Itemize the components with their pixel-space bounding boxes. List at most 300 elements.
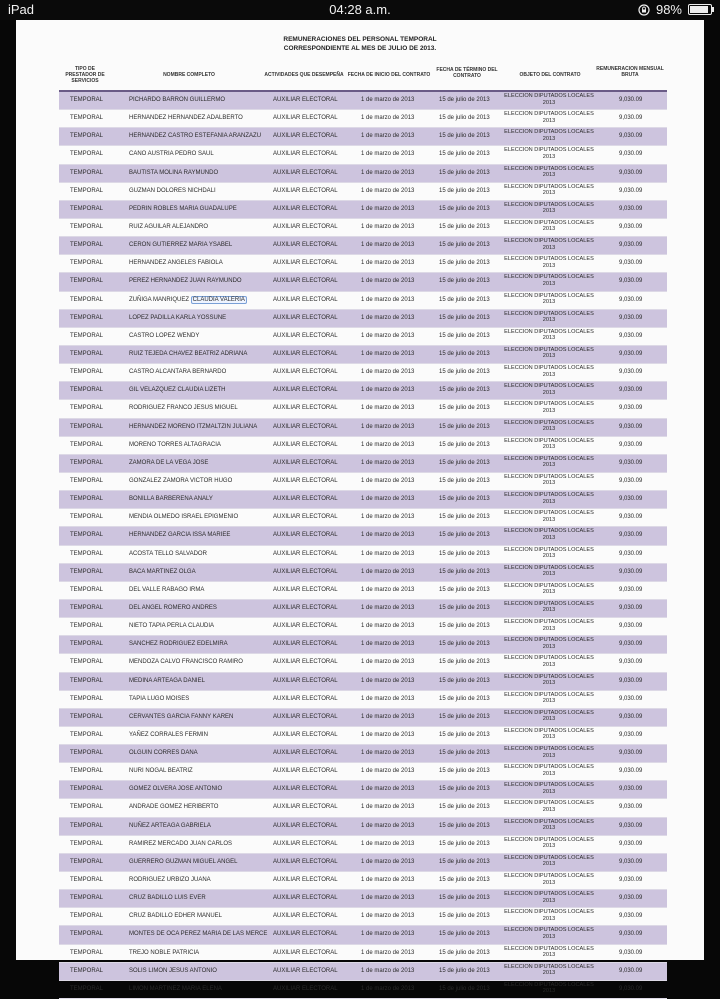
cell-objeto: ELECCION DIPUTADOS LOCALES 2013 bbox=[504, 546, 594, 560]
cell-tipo: TEMPORAL bbox=[70, 877, 104, 884]
cell-objeto: ELECCION DIPUTADOS LOCALES 2013 bbox=[504, 274, 594, 287]
cell-objeto: ELECCION DIPUTADOS LOCALES 2013 bbox=[504, 800, 594, 813]
cell-fecha-termino: 15 de julio de 2013 bbox=[439, 550, 490, 557]
table-row bbox=[59, 636, 667, 654]
cell-fecha-inicio: 1 de marzo de 2013 bbox=[361, 441, 415, 448]
cell-actividad: AUXILIAR ELECTORAL bbox=[273, 877, 338, 884]
cell-nombre: GOMEZ OLVERA JOSE ANTONIO bbox=[129, 786, 223, 793]
cell-fecha-inicio: 1 de marzo de 2013 bbox=[361, 568, 415, 575]
cell-fecha-inicio: 1 de marzo de 2013 bbox=[361, 913, 415, 920]
cell-actividad: AUXILIAR ELECTORAL bbox=[273, 659, 338, 666]
cell-fecha-termino: 15 de julio de 2013 bbox=[439, 169, 490, 176]
cell-remuneracion: 9,030.09 bbox=[619, 877, 643, 884]
cell-objeto: ELECCION DIPUTADOS LOCALES 2013 bbox=[504, 854, 594, 868]
cell-nombre: YAÑEZ CORRALES FERMIN bbox=[129, 731, 208, 738]
cell-nombre: MONTES DE OCA PEREZ MARIA DE LAS MERCE bbox=[129, 931, 268, 938]
table-row bbox=[59, 618, 667, 636]
cell-remuneracion: 9,030.09 bbox=[619, 97, 643, 103]
cell-fecha-termino: 15 de julio de 2013 bbox=[439, 713, 490, 720]
cell-nombre: GONZALEZ ZAMORA VICTOR HUGO bbox=[129, 477, 233, 484]
cell-fecha-inicio: 1 de marzo de 2013 bbox=[361, 822, 415, 829]
cell-tipo: TEMPORAL bbox=[70, 387, 104, 394]
cell-tipo: TEMPORAL bbox=[70, 441, 104, 448]
cell-objeto: ELECCION DIPUTADOS LOCALES 2013 bbox=[504, 129, 594, 142]
carrier-label: iPad bbox=[8, 2, 35, 17]
cell-remuneracion: 9,030.09 bbox=[619, 496, 643, 503]
cell-actividad: AUXILIAR ELECTORAL bbox=[273, 967, 338, 974]
cell-objeto: ELECCION DIPUTADOS LOCALES 2013 bbox=[504, 891, 594, 904]
cell-objeto: ELECCION DIPUTADOS LOCALES 2013 bbox=[504, 292, 594, 306]
cell-objeto: ELECCION DIPUTADOS LOCALES 2013 bbox=[504, 383, 594, 396]
cell-tipo: TEMPORAL bbox=[70, 967, 104, 974]
cell-nombre: NUÑEZ ARTEAGA GABRIELA bbox=[129, 822, 211, 829]
cell-actividad: AUXILIAR ELECTORAL bbox=[273, 115, 338, 122]
cell-actividad: AUXILIAR ELECTORAL bbox=[273, 278, 338, 285]
cell-fecha-termino: 15 de julio de 2013 bbox=[439, 913, 490, 920]
cell-tipo: TEMPORAL bbox=[70, 586, 104, 593]
cell-fecha-termino: 15 de julio de 2013 bbox=[439, 786, 490, 793]
cell-actividad: AUXILIAR ELECTORAL bbox=[273, 514, 338, 521]
table-row bbox=[59, 183, 667, 201]
cell-tipo: TEMPORAL bbox=[70, 750, 104, 757]
cell-actividad: AUXILIAR ELECTORAL bbox=[273, 423, 338, 430]
cell-remuneracion: 9,030.09 bbox=[619, 350, 643, 357]
cell-tipo: TEMPORAL bbox=[70, 731, 104, 738]
cell-remuneracion: 9,030.09 bbox=[619, 623, 643, 630]
cell-fecha-inicio: 1 de marzo de 2013 bbox=[361, 931, 415, 938]
cell-nombre: ACOSTA TELLO SALVADOR bbox=[129, 550, 207, 557]
cell-fecha-termino: 15 de julio de 2013 bbox=[439, 641, 490, 648]
cell-fecha-inicio: 1 de marzo de 2013 bbox=[361, 423, 415, 430]
cell-objeto: ELECCION DIPUTADOS LOCALES 2013 bbox=[504, 673, 594, 686]
cell-remuneracion: 9,030.09 bbox=[619, 641, 643, 648]
cell-tipo: TEMPORAL bbox=[70, 804, 104, 811]
cell-actividad: AUXILIAR ELECTORAL bbox=[273, 768, 338, 775]
cell-tipo: TEMPORAL bbox=[70, 532, 104, 539]
cell-fecha-termino: 15 de julio de 2013 bbox=[439, 441, 490, 448]
cell-nombre: RODRIGUEZ URBIZO JUANA bbox=[129, 877, 211, 884]
table-row bbox=[59, 691, 667, 709]
cell-fecha-inicio: 1 de marzo de 2013 bbox=[361, 278, 415, 285]
cell-actividad: AUXILIAR ELECTORAL bbox=[273, 586, 338, 593]
cell-remuneracion: 9,030.09 bbox=[619, 786, 643, 793]
cell-objeto: ELECCION DIPUTADOS LOCALES 2013 bbox=[504, 455, 594, 469]
cell-remuneracion: 9,030.09 bbox=[619, 133, 643, 140]
table-row bbox=[59, 92, 667, 110]
cell-remuneracion: 9,030.09 bbox=[619, 405, 643, 412]
cell-fecha-termino: 15 de julio de 2013 bbox=[439, 659, 490, 666]
cell-nombre: PEREZ HERNANDEZ JUAN RAYMUNDO bbox=[129, 278, 242, 285]
cell-objeto: ELECCION DIPUTADOS LOCALES 2013 bbox=[504, 111, 594, 124]
rotation-lock-icon bbox=[638, 4, 650, 16]
cell-actividad: AUXILIAR ELECTORAL bbox=[273, 931, 338, 938]
cell-remuneracion: 9,030.09 bbox=[619, 550, 643, 557]
cell-remuneracion: 9,030.09 bbox=[619, 187, 643, 194]
cell-objeto: ELECCION DIPUTADOS LOCALES 2013 bbox=[504, 473, 594, 487]
cell-fecha-inicio: 1 de marzo de 2013 bbox=[361, 169, 415, 176]
cell-nombre: BACA MARTINEZ OLGA bbox=[129, 568, 196, 575]
cell-nombre: GUERRERO GUZMAN MIGUEL ANGEL bbox=[129, 858, 238, 865]
cell-objeto: ELECCION DIPUTADOS LOCALES 2013 bbox=[504, 619, 594, 632]
cell-fecha-termino: 15 de julio de 2013 bbox=[439, 623, 490, 630]
cell-objeto: ELECCION DIPUTADOS LOCALES 2013 bbox=[504, 528, 594, 541]
cell-actividad: AUXILIAR ELECTORAL bbox=[273, 151, 338, 158]
cell-fecha-termino: 15 de julio de 2013 bbox=[439, 514, 490, 521]
table-row bbox=[59, 872, 667, 890]
cell-objeto: ELECCION DIPUTADOS LOCALES 2013 bbox=[504, 165, 594, 179]
cell-objeto: ELECCION DIPUTADOS LOCALES 2013 bbox=[504, 945, 594, 959]
cell-fecha-termino: 15 de julio de 2013 bbox=[439, 296, 490, 303]
document-page[interactable] bbox=[16, 20, 704, 995]
cell-actividad: AUXILIAR ELECTORAL bbox=[273, 332, 338, 339]
col-header-fecha-termino: FECHA DE TÉRMINO DEL CONTRATO bbox=[436, 67, 498, 79]
cell-remuneracion: 9,030.09 bbox=[619, 223, 643, 230]
cell-tipo: TEMPORAL bbox=[70, 151, 104, 158]
cell-fecha-inicio: 1 de marzo de 2013 bbox=[361, 205, 415, 212]
cell-objeto: ELECCION DIPUTADOS LOCALES 2013 bbox=[504, 238, 594, 251]
cell-fecha-termino: 15 de julio de 2013 bbox=[439, 750, 490, 757]
cell-fecha-termino: 15 de julio de 2013 bbox=[439, 822, 490, 829]
cell-fecha-inicio: 1 de marzo de 2013 bbox=[361, 532, 415, 539]
cell-nombre: SOLIS LIMON JESUS ANTONIO bbox=[129, 967, 217, 974]
table-row bbox=[59, 546, 667, 564]
cell-fecha-inicio: 1 de marzo de 2013 bbox=[361, 369, 415, 376]
cell-tipo: TEMPORAL bbox=[70, 296, 104, 303]
cell-tipo: TEMPORAL bbox=[70, 858, 104, 865]
cell-fecha-inicio: 1 de marzo de 2013 bbox=[361, 133, 415, 140]
cell-objeto: ELECCION DIPUTADOS LOCALES 2013 bbox=[504, 564, 594, 578]
cell-fecha-termino: 15 de julio de 2013 bbox=[439, 242, 490, 249]
table-row bbox=[59, 400, 667, 418]
cell-fecha-inicio: 1 de marzo de 2013 bbox=[361, 405, 415, 412]
cell-actividad: AUXILIAR ELECTORAL bbox=[273, 477, 338, 484]
table-row bbox=[59, 292, 667, 310]
table-row bbox=[59, 799, 667, 817]
table-header bbox=[59, 66, 667, 90]
cell-actividad: AUXILIAR ELECTORAL bbox=[273, 242, 338, 249]
cell-fecha-inicio: 1 de marzo de 2013 bbox=[361, 985, 415, 992]
cell-fecha-inicio: 1 de marzo de 2013 bbox=[361, 713, 415, 720]
cell-tipo: TEMPORAL bbox=[70, 187, 104, 194]
cell-tipo: TEMPORAL bbox=[70, 695, 104, 702]
cell-remuneracion: 9,030.09 bbox=[619, 169, 643, 176]
table-row bbox=[59, 854, 667, 872]
cell-actividad: AUXILIAR ELECTORAL bbox=[273, 260, 338, 267]
cell-fecha-inicio: 1 de marzo de 2013 bbox=[361, 858, 415, 865]
cell-nombre: HERNANDEZ MORENO ITZMALTZIN JULIANA bbox=[129, 423, 258, 430]
cell-actividad: AUXILIAR ELECTORAL bbox=[273, 550, 338, 557]
cell-remuneracion: 9,030.09 bbox=[619, 296, 643, 303]
cell-nombre-prefix: ZUÑIGA MANRIQUEZ bbox=[129, 296, 191, 303]
cell-fecha-termino: 15 de julio de 2013 bbox=[439, 677, 490, 684]
table-body bbox=[59, 92, 667, 999]
cell-actividad: AUXILIAR ELECTORAL bbox=[273, 496, 338, 503]
cell-objeto: ELECCION DIPUTADOS LOCALES 2013 bbox=[504, 691, 594, 705]
cell-fecha-termino: 15 de julio de 2013 bbox=[439, 931, 490, 938]
table-row bbox=[59, 564, 667, 582]
table-row bbox=[59, 836, 667, 854]
cell-fecha-inicio: 1 de marzo de 2013 bbox=[361, 768, 415, 775]
cell-fecha-termino: 15 de julio de 2013 bbox=[439, 205, 490, 212]
cell-nombre: MEDINA ARTEAGA DANIEL bbox=[129, 677, 205, 684]
cell-nombre: ANDRADE GOMEZ HERIBERTO bbox=[129, 804, 219, 811]
cell-nombre: MORENO TORRES ALTAGRACIA bbox=[129, 441, 221, 448]
cell-tipo: TEMPORAL bbox=[70, 260, 104, 267]
cell-objeto: ELECCION DIPUTADOS LOCALES 2013 bbox=[504, 927, 594, 940]
cell-nombre: BONILLA BARBERENA ANALY bbox=[129, 496, 213, 503]
cell-fecha-termino: 15 de julio de 2013 bbox=[439, 223, 490, 230]
cell-fecha-inicio: 1 de marzo de 2013 bbox=[361, 459, 415, 466]
cell-tipo: TEMPORAL bbox=[70, 677, 104, 684]
cell-actividad: AUXILIAR ELECTORAL bbox=[273, 296, 338, 303]
table-row bbox=[59, 364, 667, 382]
cell-nombre: CERVANTES GARCIA FANNY KAREN bbox=[129, 713, 234, 720]
cell-tipo: TEMPORAL bbox=[70, 949, 104, 956]
cell-remuneracion: 9,030.09 bbox=[619, 913, 643, 920]
cell-actividad: AUXILIAR ELECTORAL bbox=[273, 350, 338, 357]
cell-fecha-termino: 15 de julio de 2013 bbox=[439, 423, 490, 430]
cell-nombre: BAUTISTA MOLINA RAYMUNDO bbox=[129, 169, 219, 176]
text-selection[interactable]: CLAUDIA VALERIA bbox=[192, 296, 245, 303]
cell-fecha-termino: 15 de julio de 2013 bbox=[439, 151, 490, 158]
cell-nombre: NIETO TAPIA PERLA CLAUDIA bbox=[129, 623, 215, 630]
table-row bbox=[59, 781, 667, 799]
cell-fecha-inicio: 1 de marzo de 2013 bbox=[361, 115, 415, 122]
cell-nombre: TREJO NOBLE PATRICIA bbox=[129, 949, 200, 956]
table-row bbox=[59, 945, 667, 963]
cell-nombre: HERNANDEZ GARCIA ISSA MARIEE bbox=[129, 532, 231, 539]
table-row bbox=[59, 890, 667, 908]
cell-objeto: ELECCION DIPUTADOS LOCALES 2013 bbox=[504, 963, 594, 977]
cell-nombre: RODRIGUEZ FRANCO JESUS MIGUEL bbox=[129, 405, 238, 412]
cell-objeto: ELECCION DIPUTADOS LOCALES 2013 bbox=[504, 582, 594, 596]
cell-objeto: ELECCION DIPUTADOS LOCALES 2013 bbox=[504, 328, 594, 342]
cell-fecha-inicio: 1 de marzo de 2013 bbox=[361, 840, 415, 847]
cell-fecha-inicio: 1 de marzo de 2013 bbox=[361, 677, 415, 684]
cell-actividad: AUXILIAR ELECTORAL bbox=[273, 677, 338, 684]
cell-nombre: HERNANDEZ CASTRO ESTEFANIA ARANZAZU bbox=[129, 133, 262, 140]
cell-remuneracion: 9,030.09 bbox=[619, 532, 643, 539]
cell-nombre: CERON GUTIERREZ MARIA YSABEL bbox=[129, 242, 233, 249]
cell-fecha-termino: 15 de julio de 2013 bbox=[439, 350, 490, 357]
cell-remuneracion: 9,030.09 bbox=[619, 768, 643, 775]
cell-tipo: TEMPORAL bbox=[70, 205, 104, 212]
cell-fecha-termino: 15 de julio de 2013 bbox=[439, 477, 490, 484]
cell-fecha-termino: 15 de julio de 2013 bbox=[439, 768, 490, 775]
table-row bbox=[59, 600, 667, 618]
cell-nombre: GIL VELAZQUEZ CLAUDIA LIZETH bbox=[129, 387, 226, 394]
clock: 04:28 a.m. bbox=[329, 2, 391, 17]
cell-nombre: MENDOZA CALVO FRANCISCO RAMIRO bbox=[129, 659, 243, 666]
cell-fecha-inicio: 1 de marzo de 2013 bbox=[361, 895, 415, 902]
cell-objeto: ELECCION DIPUTADOS LOCALES 2013 bbox=[504, 437, 594, 451]
table-row bbox=[59, 908, 667, 926]
col-header-actividades: ACTIVIDADES QUE DESEMPEÑA bbox=[264, 72, 344, 78]
table-row bbox=[59, 491, 667, 509]
cell-objeto: ELECCION DIPUTADOS LOCALES 2013 bbox=[504, 419, 594, 433]
cell-remuneracion: 9,030.09 bbox=[619, 677, 643, 684]
cell-nombre: RAMIREZ MERCADO JUAN CARLOS bbox=[129, 840, 233, 847]
cell-tipo: TEMPORAL bbox=[70, 115, 104, 122]
cell-fecha-termino: 15 de julio de 2013 bbox=[439, 858, 490, 865]
cell-tipo: TEMPORAL bbox=[70, 604, 104, 611]
cell-actividad: AUXILIAR ELECTORAL bbox=[273, 840, 338, 847]
cell-fecha-inicio: 1 de marzo de 2013 bbox=[361, 223, 415, 230]
cell-nombre: HERNANDEZ HERNANDEZ ADALBERTO bbox=[129, 115, 243, 122]
cell-fecha-inicio: 1 de marzo de 2013 bbox=[361, 332, 415, 339]
table-row bbox=[59, 382, 667, 400]
cell-objeto: ELECCION DIPUTADOS LOCALES 2013 bbox=[504, 836, 594, 850]
cell-fecha-inicio: 1 de marzo de 2013 bbox=[361, 314, 415, 321]
cell-actividad: AUXILIAR ELECTORAL bbox=[273, 568, 338, 575]
cell-nombre: LIMON MARTINEZ MARIA ELENA bbox=[129, 985, 222, 992]
cell-remuneracion: 9,030.09 bbox=[619, 822, 643, 829]
table-row bbox=[59, 255, 667, 273]
cell-actividad: AUXILIAR ELECTORAL bbox=[273, 604, 338, 611]
cell-remuneracion: 9,030.09 bbox=[619, 985, 643, 992]
cell-fecha-inicio: 1 de marzo de 2013 bbox=[361, 242, 415, 249]
table-row bbox=[59, 455, 667, 473]
cell-fecha-inicio: 1 de marzo de 2013 bbox=[361, 695, 415, 702]
cell-nombre: GUZMAN DOLORES NICHDALI bbox=[129, 187, 216, 194]
cell-objeto: ELECCION DIPUTADOS LOCALES 2013 bbox=[504, 183, 594, 197]
cell-fecha-inicio: 1 de marzo de 2013 bbox=[361, 97, 415, 103]
title-line-2: CORRESPONDIENTE AL MES DE JULIO DE 2013. bbox=[283, 45, 437, 52]
cell-objeto: ELECCION DIPUTADOS LOCALES 2013 bbox=[504, 256, 594, 269]
cell-actividad: AUXILIAR ELECTORAL bbox=[273, 695, 338, 702]
cell-fecha-termino: 15 de julio de 2013 bbox=[439, 405, 490, 412]
cell-nombre: ZAMORA DE LA VEGA JOSE bbox=[129, 459, 209, 466]
cell-actividad: AUXILIAR ELECTORAL bbox=[273, 369, 338, 376]
cell-fecha-inicio: 1 de marzo de 2013 bbox=[361, 786, 415, 793]
cell-remuneracion: 9,030.09 bbox=[619, 840, 643, 847]
cell-remuneracion: 9,030.09 bbox=[619, 459, 643, 466]
cell-tipo: TEMPORAL bbox=[70, 405, 104, 412]
table-row bbox=[59, 527, 667, 545]
cell-objeto: ELECCION DIPUTADOS LOCALES 2013 bbox=[504, 346, 594, 360]
cell-tipo: TEMPORAL bbox=[70, 423, 104, 430]
cell-nombre: CASTRO LOPEZ WENDY bbox=[129, 332, 200, 339]
cell-nombre: DEL ANGEL ROMERO ANDRES bbox=[129, 604, 217, 611]
cell-tipo: TEMPORAL bbox=[70, 369, 104, 376]
cell-objeto: ELECCION DIPUTADOS LOCALES 2013 bbox=[504, 709, 594, 723]
cell-fecha-termino: 15 de julio de 2013 bbox=[439, 895, 490, 902]
cell-nombre: DEL VALLE RABAGO IRMA bbox=[129, 586, 205, 593]
cell-remuneracion: 9,030.09 bbox=[619, 242, 643, 249]
cell-fecha-termino: 15 de julio de 2013 bbox=[439, 568, 490, 575]
cell-fecha-inicio: 1 de marzo de 2013 bbox=[361, 350, 415, 357]
cell-nombre: NURI NOGAL BEATRIZ bbox=[129, 768, 193, 775]
cell-nombre: PEDRIN ROBLES MARIA GUADALUPE bbox=[129, 205, 237, 212]
cell-fecha-termino: 15 de julio de 2013 bbox=[439, 133, 490, 140]
cell-fecha-termino: 15 de julio de 2013 bbox=[439, 967, 490, 974]
cell-remuneracion: 9,030.09 bbox=[619, 568, 643, 575]
cell-fecha-termino: 15 de julio de 2013 bbox=[439, 604, 490, 611]
table-row bbox=[59, 237, 667, 255]
cell-fecha-inicio: 1 de marzo de 2013 bbox=[361, 260, 415, 267]
cell-actividad: AUXILIAR ELECTORAL bbox=[273, 822, 338, 829]
cell-objeto: ELECCION DIPUTADOS LOCALES 2013 bbox=[504, 93, 594, 106]
cell-fecha-termino: 15 de julio de 2013 bbox=[439, 586, 490, 593]
table-row bbox=[59, 763, 667, 781]
cell-fecha-termino: 15 de julio de 2013 bbox=[439, 459, 490, 466]
cell-remuneracion: 9,030.09 bbox=[619, 858, 643, 865]
cell-fecha-inicio: 1 de marzo de 2013 bbox=[361, 659, 415, 666]
table-row bbox=[59, 963, 667, 981]
cell-tipo: TEMPORAL bbox=[70, 133, 104, 140]
cell-actividad: AUXILIAR ELECTORAL bbox=[273, 97, 338, 103]
cell-remuneracion: 9,030.09 bbox=[619, 604, 643, 611]
cell-fecha-termino: 15 de julio de 2013 bbox=[439, 332, 490, 339]
cell-objeto: ELECCION DIPUTADOS LOCALES 2013 bbox=[504, 818, 594, 832]
cell-fecha-termino: 15 de julio de 2013 bbox=[439, 877, 490, 884]
cell-objeto: ELECCION DIPUTADOS LOCALES 2013 bbox=[504, 219, 594, 233]
cell-objeto: ELECCION DIPUTADOS LOCALES 2013 bbox=[504, 201, 594, 215]
cell-remuneracion: 9,030.09 bbox=[619, 895, 643, 902]
cell-nombre: CANO AUSTRIA PEDRO SAUL bbox=[129, 151, 214, 158]
table-row bbox=[59, 926, 667, 944]
cell-remuneracion: 9,030.09 bbox=[619, 931, 643, 938]
cell-objeto: ELECCION DIPUTADOS LOCALES 2013 bbox=[504, 764, 594, 777]
cell-tipo: TEMPORAL bbox=[70, 169, 104, 176]
cell-actividad: AUXILIAR ELECTORAL bbox=[273, 985, 338, 992]
cell-nombre: TAPIA LUGO MOISES bbox=[129, 695, 190, 702]
table-row bbox=[59, 673, 667, 691]
cell-fecha-inicio: 1 de marzo de 2013 bbox=[361, 514, 415, 521]
battery-percent: 98% bbox=[655, 2, 682, 17]
cell-remuneracion: 9,030.09 bbox=[619, 332, 643, 339]
cell-remuneracion: 9,030.09 bbox=[619, 314, 643, 321]
cell-actividad: AUXILIAR ELECTORAL bbox=[273, 804, 338, 811]
cell-remuneracion: 9,030.09 bbox=[619, 260, 643, 267]
cell-tipo: TEMPORAL bbox=[70, 713, 104, 720]
cell-nombre: SANCHEZ RODRIGUEZ EDELMIRA bbox=[129, 641, 228, 648]
col-header-nombre: NOMBRE COMPLETO bbox=[163, 72, 215, 78]
cell-tipo: TEMPORAL bbox=[70, 97, 104, 103]
cell-fecha-inicio: 1 de marzo de 2013 bbox=[361, 151, 415, 158]
cell-objeto: ELECCION DIPUTADOS LOCALES 2013 bbox=[504, 873, 594, 886]
cell-fecha-termino: 15 de julio de 2013 bbox=[439, 97, 490, 103]
cell-remuneracion: 9,030.09 bbox=[619, 151, 643, 158]
cell-tipo: TEMPORAL bbox=[70, 496, 104, 503]
cell-fecha-inicio: 1 de marzo de 2013 bbox=[361, 387, 415, 394]
cell-objeto: ELECCION DIPUTADOS LOCALES 2013 bbox=[504, 746, 594, 759]
cell-fecha-inicio: 1 de marzo de 2013 bbox=[361, 586, 415, 593]
cell-fecha-termino: 15 de julio de 2013 bbox=[439, 949, 490, 956]
cell-fecha-inicio: 1 de marzo de 2013 bbox=[361, 477, 415, 484]
cell-actividad: AUXILIAR ELECTORAL bbox=[273, 405, 338, 412]
cell-actividad: AUXILIAR ELECTORAL bbox=[273, 459, 338, 466]
table-row bbox=[59, 727, 667, 745]
cell-fecha-termino: 15 de julio de 2013 bbox=[439, 840, 490, 847]
cell-tipo: TEMPORAL bbox=[70, 840, 104, 847]
status-bar bbox=[0, 0, 720, 20]
status-right bbox=[638, 2, 712, 17]
table-row bbox=[59, 273, 667, 291]
cell-nombre: LOPEZ PADILLA KARLA YOSSUNE bbox=[129, 314, 227, 321]
table-row bbox=[59, 654, 667, 672]
cell-fecha-inicio: 1 de marzo de 2013 bbox=[361, 550, 415, 557]
cell-fecha-inicio: 1 de marzo de 2013 bbox=[361, 877, 415, 884]
table-row bbox=[59, 745, 667, 763]
cell-fecha-termino: 15 de julio de 2013 bbox=[439, 115, 490, 122]
cell-tipo: TEMPORAL bbox=[70, 985, 104, 992]
cell-remuneracion: 9,030.09 bbox=[619, 731, 643, 738]
cell-nombre: OLGUIN CORRES DANA bbox=[129, 750, 198, 757]
table-row bbox=[59, 219, 667, 237]
cell-objeto: ELECCION DIPUTADOS LOCALES 2013 bbox=[504, 727, 594, 741]
cell-tipo: TEMPORAL bbox=[70, 477, 104, 484]
